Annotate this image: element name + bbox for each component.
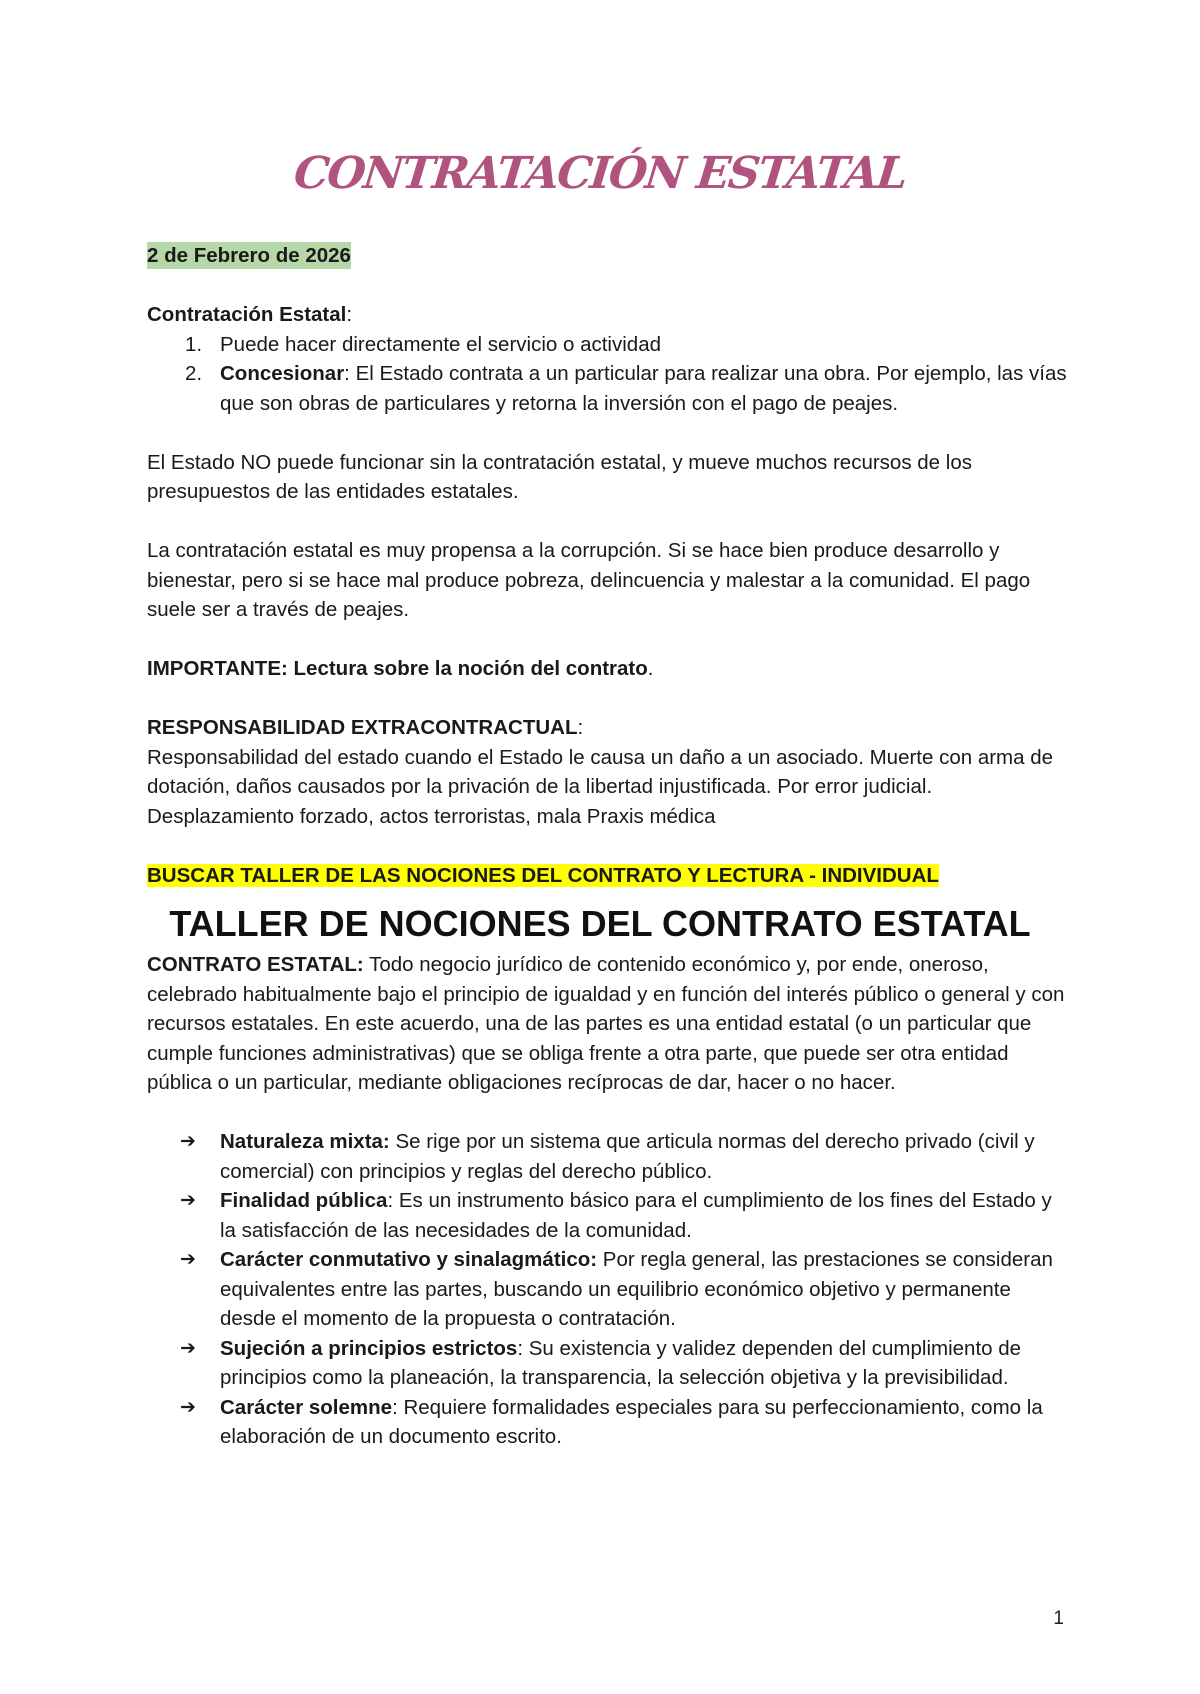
list-item: 2. Concesionar: El Estado contrata a un particular para realizar una obra. Por ejemplo, las vías que son obras de particulares y retorna la inversión con el pago de peajes.: [185, 362, 1067, 415]
section1-list: [147, 330, 1067, 419]
section1-heading: Contratación Estatal:: [147, 303, 353, 326]
paragraph: El Estado NO puede funcionar sin la contratación estatal, y mueve muchos recursos de los presupuestos de las entidades estatales.: [147, 450, 972, 503]
document-body: [147, 241, 1067, 1452]
list-item: ➔ Sujeción a principios estrictos: Su existencia y validez dependen del cumplimiento de principios como la planeación, la transparencia, la selección objetiva y la previsibilidad.: [147, 1334, 1067, 1393]
arrow-icon: ➔: [180, 1337, 196, 1359]
list-item: ➔ Finalidad pública: Es un instrumento básico para el cumplimiento de los fines del Estado y la satisfacción de las necesidades de la comunidad.: [147, 1186, 1067, 1245]
list-item: ➔ Naturaleza mixta: Se rige por un sistema que articula normas del derecho privado (civil y comercial) con principios y reglas del derecho público.: [147, 1127, 1067, 1186]
paragraph: La contratación estatal es muy propensa a la corrupción. Si se hace bien produce desarrollo y bienestar, pero si se hace mal produce pobreza, delincuencia y malestar a la comunidad. El pago suele ser a través de peajes.: [147, 539, 1031, 621]
characteristics-list: [147, 1127, 1067, 1452]
arrow-icon: ➔: [180, 1396, 196, 1418]
arrow-icon: ➔: [180, 1249, 196, 1270]
arrow-icon: ➔: [180, 1131, 196, 1152]
list-item: 1. Puede hacer directamente el servicio o actividad: [185, 332, 661, 356]
page-number: 1: [1053, 1608, 1064, 1629]
contract-definition: CONTRATO ESTATAL: Todo negocio jurídico de contenido económico y, por ende, oneroso, celebrado habitualmente bajo el principio de igualdad y en función del interés público o general y con recursos estatales. En este acuerdo, una de las partes es una entidad estatal (o un particular que cumple funciones administrativas) que se obliga frente a otra parte, que puede ser otra entidad pública o un particular, mediante obligaciones recíprocas de dar, hacer o no hacer.: [147, 953, 1065, 1094]
list-item: ➔ Carácter conmutativo y sinalagmático: Por regla general, las prestaciones se consideran equivalentes entre las partes, buscando un equilibrio económico objetivo y permanente desde el momento de la propuesta o contratación.: [147, 1245, 1067, 1334]
date-label: 2 de Febrero de 2026: [147, 244, 351, 267]
list-item: ➔ Carácter solemne: Requiere formalidades especiales para su perfeccionamiento, como la elaboración de un documento escrito.: [147, 1393, 1067, 1452]
arrow-icon: ➔: [180, 1190, 196, 1211]
important-note: IMPORTANTE: Lectura sobre la noción del contrato.: [147, 657, 654, 680]
resp-heading: RESPONSABILIDAD EXTRACONTRACTUAL:: [147, 716, 584, 739]
taller-heading: TALLER DE NOCIONES DEL CONTRATO ESTATAL: [169, 903, 1031, 944]
resp-text: Responsabilidad del estado cuando el Estado le causa un daño a un asociado. Muerte con arma de dotación, daños causados por la privación de la libertad injustificada. Por error judicial. Desplazamiento forzado, actos terroristas, mala Praxis médica: [147, 745, 1054, 828]
document-title: CONTRATACIÓN ESTATAL: [291, 148, 909, 199]
highlighted-task: BUSCAR TALLER DE LAS NOCIONES DEL CONTRATO Y LECTURA - INDIVIDUAL: [147, 863, 939, 887]
